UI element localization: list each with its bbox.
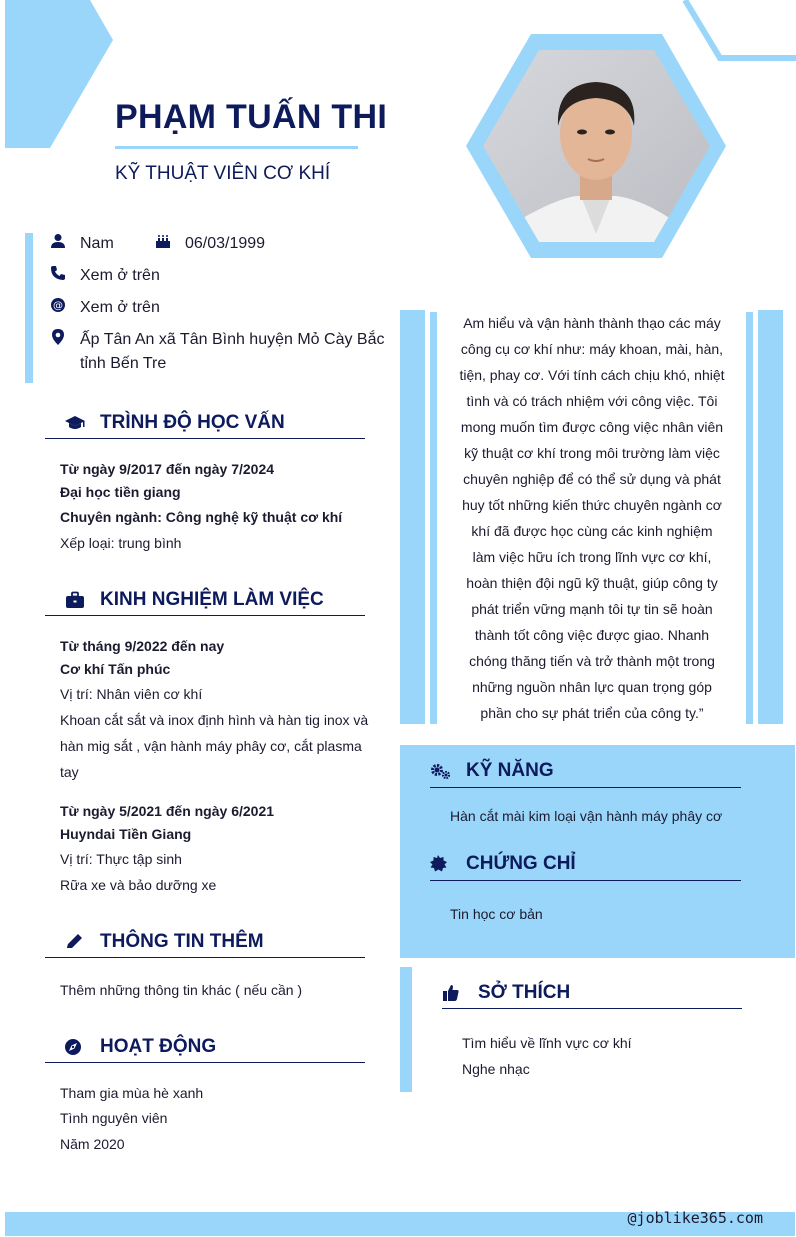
education-period: Từ ngày 9/2017 đến ngày 7/2024: [60, 461, 275, 477]
job-description-line: hàn mig sắt , vận hành máy phây cơ, cắt plasma: [60, 738, 362, 754]
summary-bar-outer-left: [400, 310, 425, 724]
activities-divider: [45, 1062, 365, 1063]
activity-item: Tình nguyên viên: [60, 1110, 168, 1126]
summary-bar-inner-left: [430, 312, 437, 724]
certificates-heading: CHỨNG CHỈ: [430, 853, 576, 875]
skills-divider: [430, 787, 741, 788]
skills-heading: KỸ NĂNG: [430, 760, 554, 782]
job-period: Từ ngày 5/2021 đến ngày 6/2021: [60, 803, 275, 819]
certificates-text: Tin học cơ bản: [450, 906, 543, 922]
additional-info-text: Thêm những thông tin khác ( nếu cần ): [60, 982, 303, 998]
experience-heading: KINH NGHIỆM LÀM VIỆC: [64, 589, 324, 611]
birthday-value: 06/03/1999: [185, 235, 266, 252]
education-major: Chuyên ngành: Công nghệ kỹ thuật cơ khí: [60, 509, 343, 525]
email-value: Xem ở trên: [80, 299, 160, 316]
additional-info-heading: THÔNG TIN THÊM: [64, 931, 264, 953]
gender-value: Nam: [80, 235, 114, 252]
thumbs-up-icon: [442, 984, 464, 1002]
footer-watermark: @joblike365.com: [627, 1209, 763, 1227]
gears-icon: [430, 762, 452, 780]
certificates-divider: [430, 880, 741, 881]
name-underline: [115, 146, 358, 149]
email-at-icon: [50, 297, 66, 313]
job-company: Cơ khí Tấn phúc: [60, 661, 171, 677]
phone-value: Xem ở trên: [80, 267, 160, 284]
career-summary: Am hiểu và vận hành thành thạo các máy công cụ cơ khí như: máy khoan, mài, hàn, tiện, phay cơ. Với tính cách chịu khó, nhiệt tình và có trách nhiệm với công việc. Tôi mong muốn tìm được công việc nhân viên kỹ thuật cơ khí trong môi trường làm việc chuyên nghiệp để có thể sử dụng và phát huy tốt những kiến thức chuyên ngành cơ khí đã được học cùng các kinh nghiệm làm việc hữu ích trong lĩnh vực cơ khí, hoàn thiện đội ngũ kỹ thuật, giúp công ty phát triển vững mạnh tôi tự tin sẽ hoàn thành tốt công việc được giao. Nhanh chóng thăng tiến và trở thành một trong những nguồn nhân lực quan trọng góp phần cho sự phát triển của công ty.”: [459, 315, 725, 721]
email-row: [50, 296, 160, 320]
summary-bar-outer-right: [758, 310, 783, 724]
graduation-cap-icon: [64, 414, 86, 432]
hobbies-accent-bar: [400, 967, 412, 1092]
skills-text: Hàn cắt mài kim loại vận hành máy phây cơ: [450, 808, 723, 824]
education-school: Đại học tiền giang: [60, 484, 181, 500]
phone-row: [50, 264, 160, 288]
job-position: Vị trí: Nhân viên cơ khí: [60, 686, 203, 702]
birthday-cake-icon: [155, 233, 171, 249]
address-row: [50, 328, 384, 376]
job-description-line: tay: [60, 764, 79, 780]
additional-info-divider: [45, 957, 365, 958]
contact-accent-bar: [25, 233, 33, 383]
location-pin-icon: [50, 329, 66, 345]
job-company: Huyndai Tiền Giang: [60, 826, 192, 842]
certificate-badge-icon: [430, 855, 452, 873]
compass-icon: [64, 1038, 86, 1056]
education-heading: TRÌNH ĐỘ HỌC VẤN: [64, 412, 285, 434]
pencil-icon: [64, 933, 86, 951]
hobby-item: Tìm hiểu về lĩnh vực cơ khí: [462, 1035, 632, 1051]
summary-bar-inner-right: [746, 312, 753, 724]
phone-icon: [50, 265, 66, 281]
job-description-line: Khoan cắt sắt và inox định hình và hàn tig inox và: [60, 712, 369, 728]
decorative-hexagon: [5, 0, 113, 148]
job-period: Từ tháng 9/2022 đến nay: [60, 638, 225, 654]
briefcase-icon: [64, 591, 86, 609]
activities-heading: HOẠT ĐỘNG: [64, 1036, 216, 1058]
svg-text:@: @: [53, 300, 63, 312]
gender-row: [50, 232, 114, 256]
candidate-name: PHẠM TUẤN THI: [115, 98, 388, 136]
activity-item: Năm 2020: [60, 1136, 125, 1152]
job-title: KỸ THUẬT VIÊN CƠ KHÍ: [115, 163, 331, 184]
address-value: Ấp Tân An xã Tân Bình huyện Mỏ Cày Bắc tỉnh Bến Tre: [80, 331, 385, 372]
hobbies-heading: SỞ THÍCH: [442, 982, 570, 1004]
education-divider: [45, 438, 365, 439]
education-grade: Xếp loại: trung bình: [60, 535, 182, 551]
hobbies-divider: [442, 1008, 742, 1009]
job-description-line: Rữa xe và bảo dưỡng xe: [60, 877, 217, 893]
job-position: Vị trí: Thực tập sinh: [60, 851, 182, 867]
hobby-item: Nghe nhạc: [462, 1061, 530, 1077]
experience-divider: [45, 615, 365, 616]
profile-photo: [466, 34, 726, 258]
activity-item: Tham gia mùa hè xanh: [60, 1085, 204, 1101]
user-icon: [50, 233, 66, 249]
birthday-row: [155, 232, 265, 256]
